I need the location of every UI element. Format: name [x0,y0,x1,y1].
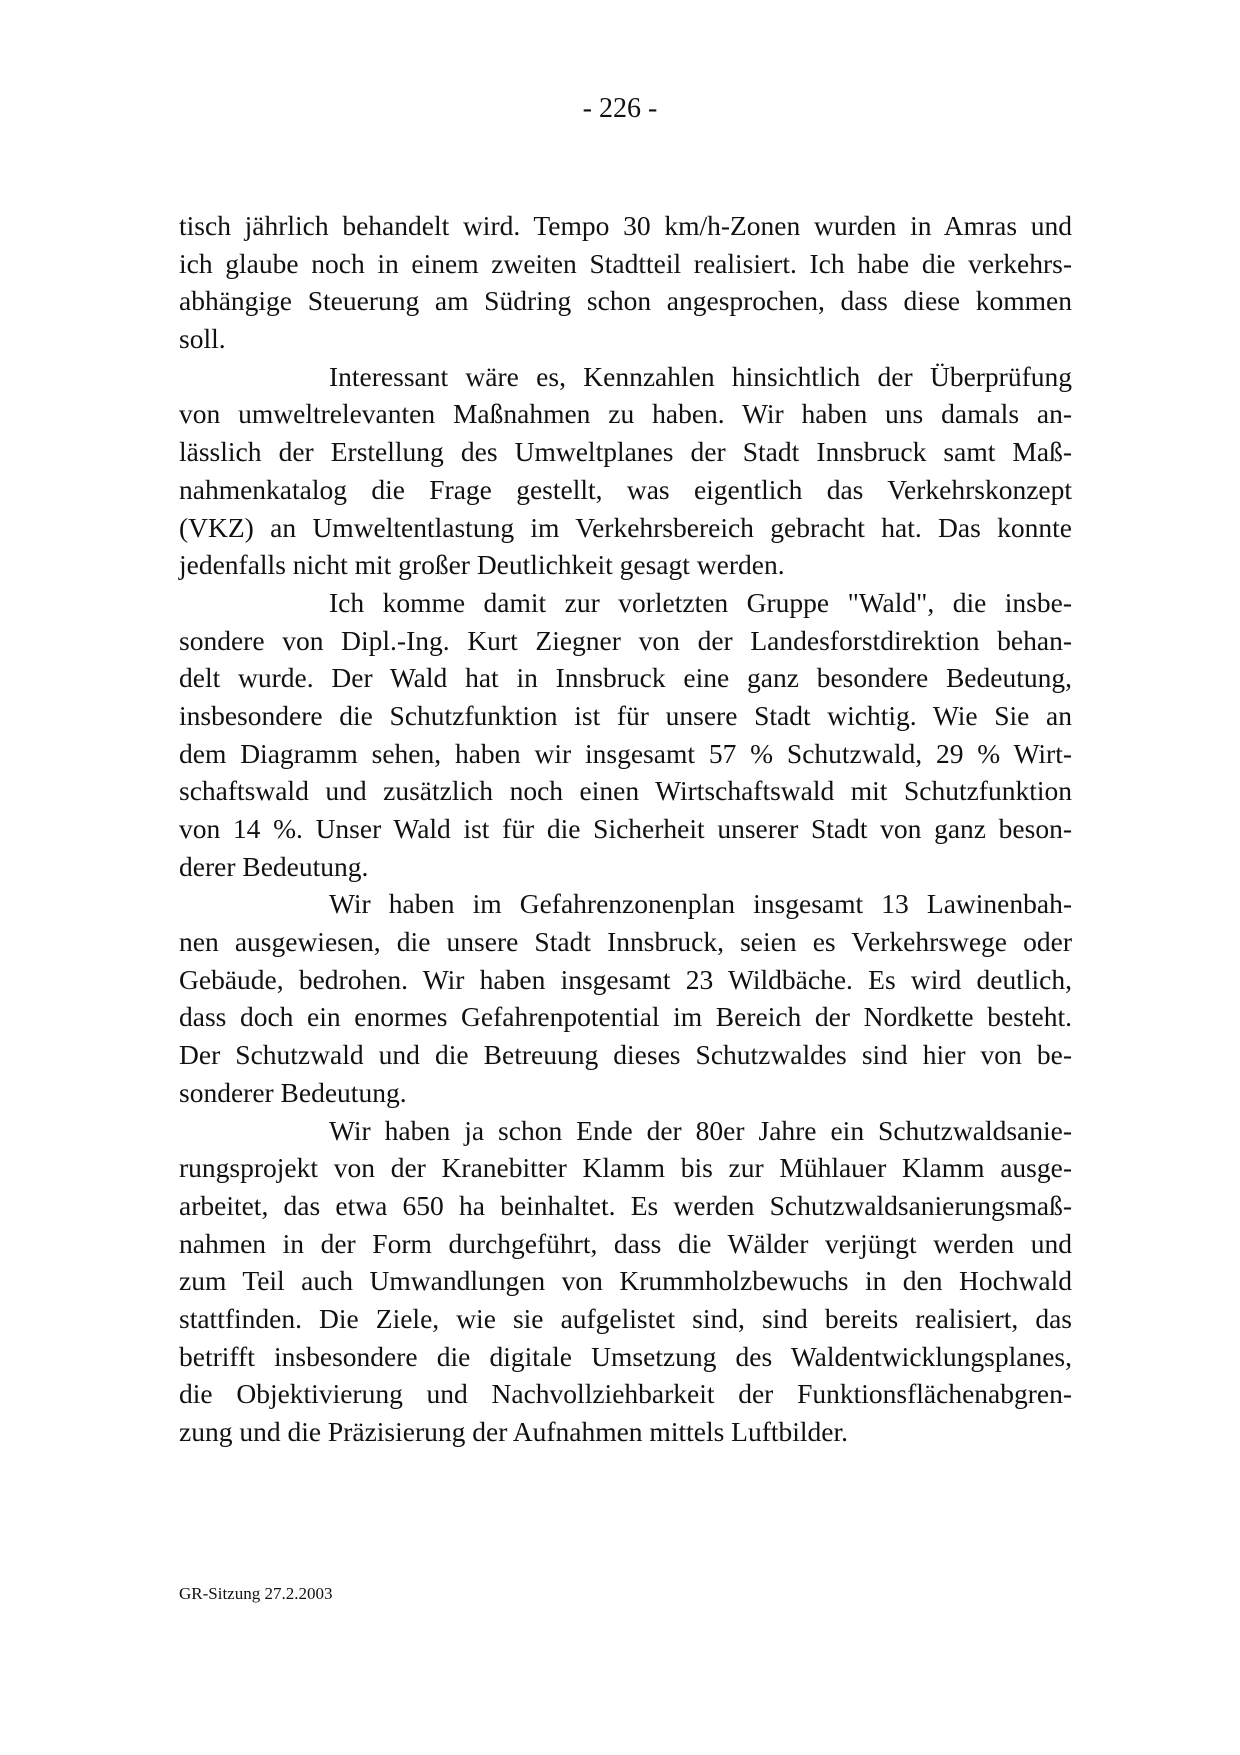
text-line: (VKZ) an Umweltentlastung im Verkehrsbereich gebracht hat. Das konnte [179,511,1072,543]
text-line: von umweltrelevanten Maßnahmen zu haben. Wir haben uns damals an- [179,398,1072,430]
text-line: stattfinden. Die Ziele, wie sie aufgelistet sind, sind bereits realisiert, das [179,1302,1072,1334]
text-line: Interessant wäre es, Kennzahlen hinsichtlich der Überprüfung [329,360,1072,392]
text-line: zung und die Präzisierung der Aufnahmen mittels Luftbilder. [179,1416,849,1447]
text-line: sonderer Bedeutung. [179,1076,407,1108]
text-line: die Objektivierung und Nachvollziehbarkeit der Funktionsflächenabgren- [179,1378,1072,1410]
paragraph [179,584,1072,886]
text-line: Wir haben ja schon Ende der 80er Jahre ein Schutzwaldsanie- [329,1114,1072,1146]
text-line: abhängige Steuerung am Südring schon angesprochen, dass diese kommen [179,285,1072,317]
text-line: jedenfalls nicht mit großer Deutlichkeit gesagt werden. [179,549,785,581]
text-line: nen ausgewiesen, die unsere Stadt Innsbruck, seien es Verkehrswege oder [179,926,1072,958]
text-line: zum Teil auch Umwandlungen von Krummholzbewuchs in den Hochwald [179,1265,1072,1297]
text-line: Gebäude, bedrohen. Wir haben insgesamt 23 Wildbäche. Es wird deutlich, [179,963,1072,995]
paragraph [179,1112,1072,1451]
text-line: lässlich der Erstellung des Umweltplanes der Stadt Innsbruck samt Maß- [179,436,1072,468]
text-line: schaftswald und zusätzlich noch einen Wirtschaftswald mit Schutzfunktion [179,775,1072,807]
text-line: dem Diagramm sehen, haben wir insgesamt 57 % Schutzwald, 29 % Wirt- [179,737,1072,769]
text-line: Ich komme damit zur vorletzten Gruppe "Wald", die insbe- [329,586,1072,618]
text-line: dass doch ein enormes Gefahrenpotential im Bereich der Nordkette besteht. [179,1001,1072,1033]
text-line: betrifft insbesondere die digitale Umsetzung des Waldentwicklungsplanes, [179,1340,1072,1372]
page-number: - 226 - [582,93,658,124]
text-line: delt wurde. Der Wald hat in Innsbruck eine ganz besondere Bedeutung, [179,662,1072,694]
document-body [179,207,1072,1451]
paragraph [179,358,1072,584]
text-line: Wir haben im Gefahrenzonenplan insgesamt 13 Lawinenbah- [329,888,1072,920]
text-line: soll. [179,323,226,355]
paragraph [179,207,1072,358]
text-line: rungsprojekt von der Kranebitter Klamm bis zur Mühlauer Klamm ausge- [179,1152,1072,1184]
text-line: von 14 %. Unser Wald ist für die Sicherheit unserer Stadt von ganz beson- [179,813,1072,844]
text-line: Der Schutzwald und die Betreuung dieses Schutzwaldes sind hier von be- [179,1039,1072,1071]
text-line: nahmen in der Form durchgeführt, dass die Wälder verjüngt werden und [179,1227,1072,1259]
text-line: tisch jährlich behandelt wird. Tempo 30 km/h-Zonen wurden in Amras und [179,210,1072,241]
text-line: derer Bedeutung. [179,850,369,882]
text-line: arbeitet, das etwa 650 ha beinhaltet. Es werden Schutzwaldsanierungsmaß- [179,1189,1072,1221]
text-line: sondere von Dipl.-Ing. Kurt Ziegner von der Landesforstdirektion behan- [179,624,1072,656]
text-line: ich glaube noch in einem zweiten Stadtteil realisiert. Ich habe die verkehrs- [179,247,1072,279]
footer-session-date: GR-Sitzung 27.2.2003 [179,1584,333,1603]
text-line: nahmenkatalog die Frage gestellt, was eigentlich das Verkehrskonzept [179,473,1072,505]
text-line: insbesondere die Schutzfunktion ist für unsere Stadt wichtig. Wie Sie an [179,699,1072,731]
paragraph [179,885,1072,1111]
